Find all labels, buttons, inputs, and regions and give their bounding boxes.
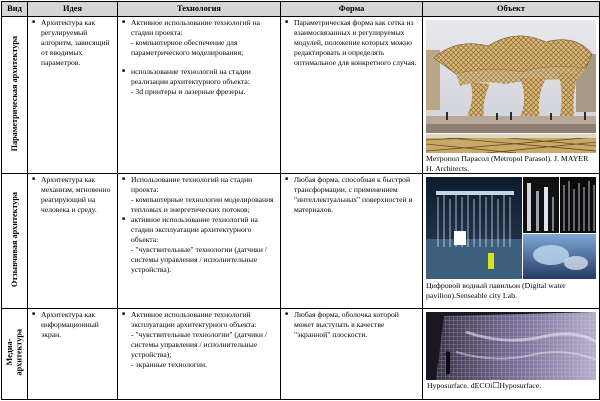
type-parametric: Параметрическая архитектура: [9, 35, 19, 152]
caption-parametric: Метропол Парасол (Metropol Parasol). J. MAYER H. Architects.: [426, 154, 589, 173]
idea-cell-media: [28, 309, 118, 400]
tech-parametric-1: Активное использование технологий на стадии проекта:: [131, 18, 261, 38]
idea-responsive: Архитектура как механизм, мгновенно реагирующий на человека и среду.: [41, 175, 111, 215]
bullet-icon: ■: [122, 217, 126, 223]
type-responsive: Отзывчивая архитектура: [9, 191, 19, 288]
row-media: [2, 309, 600, 400]
bullet-icon: ■: [122, 69, 126, 75]
bullet-icon: ■: [285, 312, 289, 317]
header-technology: Технология: [118, 2, 281, 17]
bullet-icon: ■: [285, 20, 289, 25]
form-cell-parametric: [281, 17, 423, 174]
tech-cell-responsive: [118, 174, 281, 309]
form-cell-media: [281, 309, 423, 400]
form-cell-responsive: [281, 174, 423, 309]
idea-parametric: Архитектура как регулируемый алгоритм, зависящий от вводимых параметров.: [41, 18, 110, 68]
tech-responsive-2: - компьютерные технологии моделирования тепловых и энергетических потоков;: [131, 195, 274, 215]
comparison-table: [1, 1, 600, 400]
form-responsive: Любая форма, способная к быстрой трансформации, с применением "интеллектуальных" поверхностей и материалов.: [294, 175, 413, 215]
type-media: [5, 329, 24, 376]
form-media: Любая форма, оболочка которой может выступать в качестве "экранной" плоскости.: [294, 310, 399, 340]
tech-media-1: Активное использование технологий эксплуатации архитектурного объекта:: [131, 310, 257, 330]
idea-cell-parametric: [28, 17, 118, 174]
metropol-parasol-photo: [426, 20, 596, 133]
caption-responsive: Цифровой водный павильон (Digital water pavilion).Senseable city Lab.: [426, 281, 566, 300]
row-responsive: [2, 174, 600, 309]
tech-cell-media: [118, 309, 281, 400]
tech-parametric-4: - 3d принтеры и лазерные фрезеры.: [131, 87, 246, 97]
tech-media-3: - экранные технологии.: [131, 360, 207, 370]
idea-media: Архитектура как информационный экран.: [41, 310, 99, 340]
bullet-icon: ■: [32, 20, 36, 25]
type-media-1: Медиа-: [5, 339, 15, 366]
type-cell-responsive: [2, 174, 28, 309]
metropol-parasol-detail-photo: [426, 134, 596, 153]
bullet-icon: ■: [32, 312, 36, 317]
bullet-icon: ■: [122, 20, 126, 25]
digital-water-pavilion-collage: [426, 177, 596, 279]
type-cell-parametric: [2, 17, 28, 174]
object-cell-parametric: [423, 17, 600, 174]
header-vid: Вид: [2, 2, 28, 17]
bullet-icon: ■: [285, 177, 289, 182]
tech-responsive-3: активное использование технологий на стадии эксплуатации архитектурного объекта:: [131, 215, 258, 245]
tech-responsive-1: Использование технологий на стадии проекта:: [131, 175, 253, 195]
header-idea: Идея: [28, 2, 118, 17]
header-row: [2, 2, 600, 17]
tech-parametric-2: - компьютерное обеспечение для параметрического моделирования;: [131, 38, 244, 58]
hyposurface-photo: [426, 312, 596, 380]
tech-media-2: - "чувствительные технологии" (датчики / системы управления / исполнительные устройства);: [131, 330, 267, 360]
object-cell-media: [423, 309, 600, 400]
tech-responsive-4: - "чувствительные" технологии (датчики / системы управления / исполнительные устройства).: [131, 245, 267, 275]
form-parametric: Параметрическая форма как сетка из взаимосвязанных и регулируемых модулей, положение которых можно редактировать и определять оптимальное для конкретного случая.: [294, 18, 417, 68]
caption-media: Hyposurface. dECOi☐Hyposurface.: [427, 381, 542, 390]
idea-cell-responsive: [28, 174, 118, 309]
bullet-icon: ■: [32, 177, 36, 182]
type-media-2: архитектура: [14, 329, 24, 376]
header-object: Объект: [423, 2, 600, 17]
row-parametric: [2, 17, 600, 174]
tech-cell-parametric: [118, 17, 281, 174]
tech-parametric-3: использование технологий на стадии реализации архитектурного объекта:: [131, 67, 251, 87]
object-cell-responsive: [423, 174, 600, 309]
bullet-icon: ■: [122, 177, 126, 182]
header-form: Форма: [281, 2, 423, 17]
bullet-icon: ■: [122, 312, 126, 317]
type-cell-media: [2, 309, 28, 400]
